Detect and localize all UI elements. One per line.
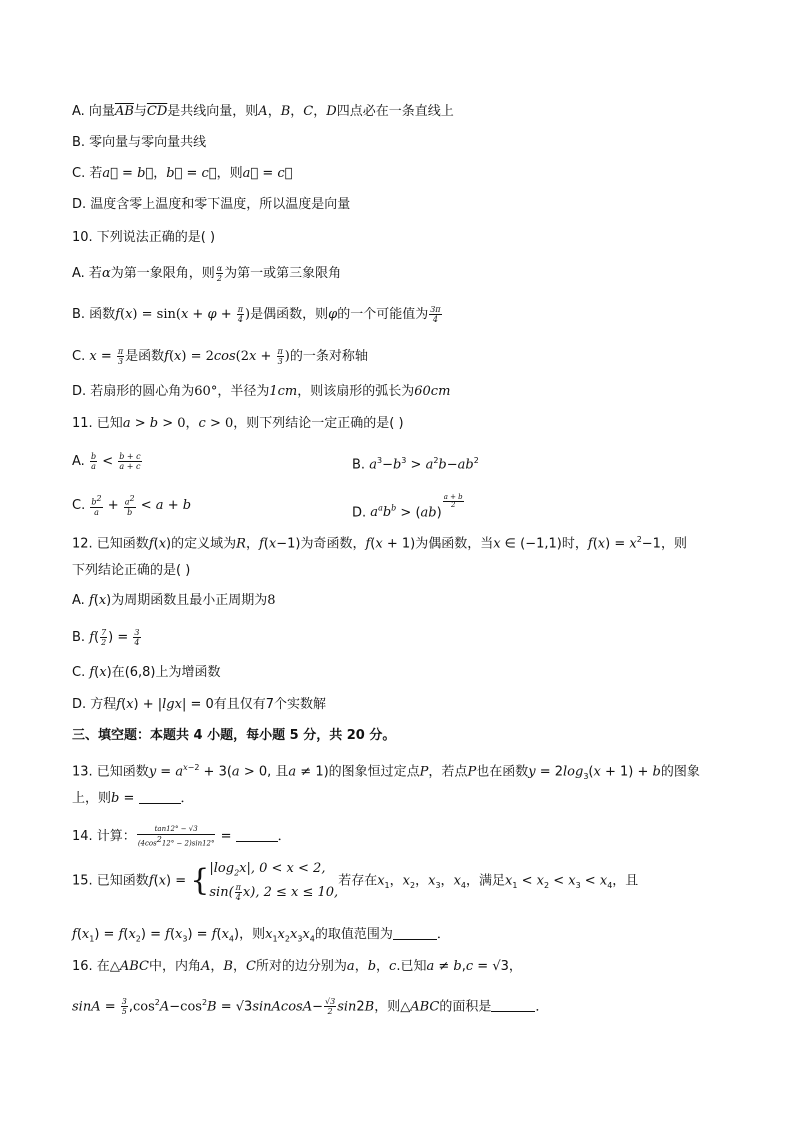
q16-line1: 16. 在△ABC中，内角A，B，C所对的边分别为a，b，c.已知a ≠ b,c = √3， [72,959,522,974]
q13-line2: 上，则b = ． [72,791,194,806]
q13-line1: 13. 已知函数$y = a^{x-2} + 3(a > 0$, 且a ≠ 1)的图象恒过定点P，若点P也在函数$y = 2\log_3(x + 1) + b$的图象 [72,763,700,781]
q9-option-d: D. 温度含零上温度和零下温度，所以温度是向量 [72,197,351,212]
answer-blank[interactable] [236,829,278,842]
q11-option-c: C. $\frac{b^2}{a}$ + $\frac{a^2}{b}$ < a + b [72,494,192,517]
answer-blank[interactable] [393,927,437,940]
section-title: 三、填空题：本题共 4 小题，每小题 5 分，共 20 分。 [72,728,396,743]
q12-stem-line1: 12. 已知函数f(x)的定义域为R，f(x−1)为奇函数，f(x + 1)为偶函数，当x ∈ (−1,1)时，$f(x) = x^2-1$，则 [72,535,687,552]
q12-option-d: D. 方程f(x) + |lgx| = 0有且仅有7个实数解 [72,697,327,712]
q12-option-a: A. f(x)为周期函数且最小正周期为8 [72,593,276,608]
q9-option-c: C. 若a⃗ = b⃗，b⃗ = c⃗，则a⃗ = c⃗ [72,166,293,181]
q10-option-a: A. 若α为第一象限角，则 $\frac{\alpha}{2}$ 为第一或第三象限角 [72,264,342,283]
q10-stem: 10. 下列说法正确的是( ) [72,230,216,245]
q10-option-d: D. 若扇形的圆心角为60°，半径为1cm，则该扇形的弧长为60cm [72,384,451,399]
q11-option-d: D. $a^ab^b > (ab)$ $^{\frac{a + b}{2}}$ [352,493,463,521]
q12-option-b: B. f( $\frac{7}{2}$ ) = $\frac{3}{4}$ [72,628,140,647]
q10-option-b: B. 函数f(x) = sin(x + φ + $\frac{\pi}{4}$ )是偶函数，则φ的一个可能值为 $\frac{3\pi}{4}$ [72,305,441,324]
q15-line2: $f(x_1) = f(x_2) = f(x_3) = f(x_4)$，则$x_1x_2x_3x_4$的取值范围为 ． [72,927,450,944]
q12-stem-line2: 下列结论正确的是( ) [72,563,191,578]
q9-option-b: B. 零向量与零向量共线 [72,135,207,150]
q10-option-c: C. x = $\frac{\pi}{3}$ 是函数f(x) = 2cos(2x + $\frac{\pi}{3}$ )的一条对称轴 [72,347,368,366]
answer-blank[interactable] [491,999,535,1012]
q15-line1: 15. 已知函数f(x) = { $|\log_2x|$, 0 < x < 2, sin( $\frac{\pi}{4}$ x), 2 ≤ x ≤ 10, 若存在$x_1$，$x_2$，$x_3$，$x_4$，满足$x_1 < x_2 < x_3 < x_4$，且 [72,861,639,902]
answer-blank[interactable] [139,791,181,804]
q11-stem: 11. 已知a > b > 0，c > 0，则下列结论一定正确的是( ) [72,416,404,431]
q11-option-a: A. $\frac{b}{a}$ < $\frac{b + c}{a + c}$ [72,452,141,471]
q14-line: 14. 计算： $\frac{\tan 12^\circ - √3}{(4\cos^212^\circ - 2)\sin 12^\circ}$ = ． [72,825,291,848]
q12-option-c: C. f(x)在(6,8)上为增函数 [72,665,221,680]
q9-option-a: A. 向量$\overline{AB}$与$\overline{CD}$是共线向量，则A，B，C，D四点必在一条直线上 [72,104,454,119]
q11-option-b: B. $a^3-b^3 > a^2b-ab^2$ [352,456,479,473]
q16-line2: sinA = $\frac{3}{5}$ $,\cos^2A-\cos^2B$ = √3sinAcosA− $\frac{√3}{2}$ sin2B，则△ABC的面积是 ． [72,997,549,1017]
